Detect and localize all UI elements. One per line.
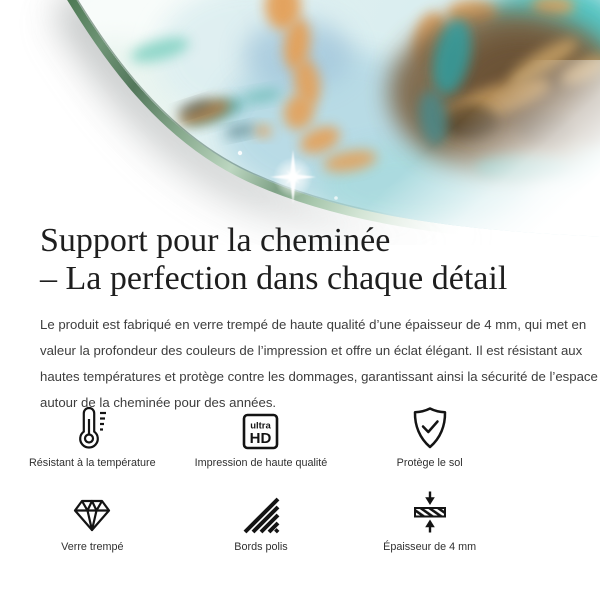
diamond-icon: [71, 486, 113, 534]
feature-polished-edges: [177, 486, 346, 554]
description-line: autour de la cheminée pour des années.: [40, 395, 277, 410]
feature-print-quality: [177, 402, 346, 470]
polished-edges-icon: [242, 486, 280, 534]
features-grid: [8, 402, 514, 554]
svg-text:HD: HD: [250, 430, 272, 447]
thermometer-icon: [70, 402, 114, 450]
page-title: [40, 222, 596, 298]
feature-temperature: [8, 402, 177, 470]
feature-label: Résistant à la température: [29, 457, 156, 469]
feature-label: Bords polis: [234, 541, 288, 553]
feature-tempered-glass: [8, 486, 177, 554]
glass-plate-artwork: [0, 0, 600, 245]
shield-check-icon: [409, 402, 451, 450]
description-line: valeur la profondeur des couleurs de l’impression et offre un éclat élégant. Il est résistant aux: [40, 343, 583, 358]
title-line-2: – La perfection dans chaque détail: [40, 260, 508, 297]
title-line-1: Support pour la cheminée: [40, 222, 391, 259]
feature-label: Protège le sol: [396, 457, 463, 469]
description-line: hautes températures et protège contre les dommages, garantissant ainsi la sécurité de l’espace: [40, 369, 598, 384]
feature-label: Épaisseur de 4 mm: [383, 541, 477, 553]
svg-text:ultra: ultra: [250, 420, 272, 432]
feature-label: Verre trempé: [61, 541, 124, 553]
feature-thickness: [345, 486, 514, 554]
thickness-4mm-icon: [410, 486, 450, 534]
product-photo: [0, 0, 600, 245]
ultra-hd-icon: [242, 402, 279, 450]
feature-label: Impression de haute qualité: [194, 457, 328, 469]
description-line: Le produit est fabriqué en verre trempé de haute qualité d’une épaisseur de 4 mm, qui met en: [40, 317, 587, 332]
feature-floor-protection: [345, 402, 514, 470]
product-description: [40, 312, 596, 416]
content-section: [40, 222, 596, 416]
